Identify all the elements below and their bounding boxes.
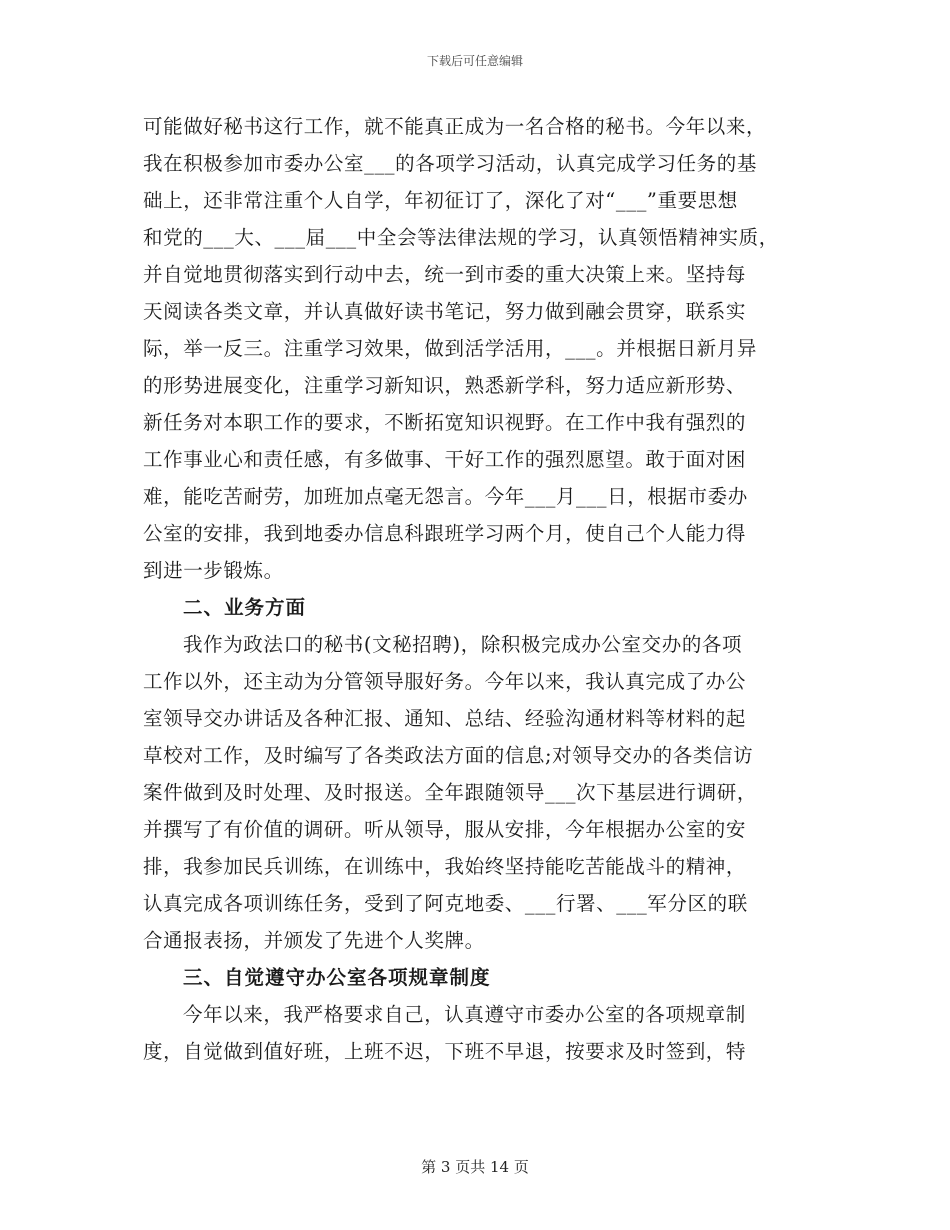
body-line: 工作事业心和责任感，有多做事、干好工作的强烈愿望。敢于面对困: [143, 448, 747, 471]
body-line: 天阅读各类文章，并认真做好读书笔记，努力做到融会贯穿，联系实: [143, 300, 747, 323]
body-line: 难，能吃苦耐劳，加班加点毫无怨言。今年___月___日，根据市委办: [143, 485, 748, 508]
body-line: 室领导交办讲话及各种汇报、通知、总结、经验沟通材料等材料的起: [143, 707, 747, 730]
body-line: 草校对工作，及时编写了各类政法方面的信息;对领导交办的各类信访: [143, 744, 754, 767]
body-line: 可能做好秘书这行工作，就不能真正成为一名合格的秘书。今年以来，: [143, 115, 767, 138]
body-line: 认真完成各项训练任务，受到了阿克地委、___行署、___军分区的联: [143, 892, 748, 915]
section-heading-business: 二、业务方面: [183, 596, 307, 619]
body-line: 度，自觉做到值好班，上班不迟，下班不早退，按要求及时签到，特: [143, 1040, 747, 1063]
page-footer: 第 3 页共 14 页: [421, 1158, 529, 1176]
body-line: 案件做到及时处理、及时报送。全年跟随领导___次下基层进行调研，: [143, 781, 757, 804]
body-line: 到进一步锻炼。: [143, 559, 284, 582]
body-line: 并自觉地贯彻落实到行动中去，统一到市委的重大决策上来。坚持每: [143, 263, 747, 286]
body-line: 的形势进展变化，注重学习新知识，熟悉新学科，努力适应新形势、: [143, 374, 747, 397]
body-line: 新任务对本职工作的要求，不断拓宽知识视野。在工作中我有强烈的: [143, 411, 747, 434]
body-line: 础上，还非常注重个人自学，年初征订了，深化了对“___”重要思想: [143, 189, 738, 212]
body-line: 际，举一反三。注重学习效果，做到活学活用，___。并根据日新月异: [143, 337, 757, 360]
section-heading-rules: 三、自觉遵守办公室各项规章制度: [183, 966, 491, 989]
body-line: 今年以来，我严格要求自己，认真遵守市委办公室的各项规章制: [183, 1003, 746, 1026]
body-line: 我在积极参加市委办公室___的各项学习活动，认真完成学习任务的基: [143, 152, 757, 175]
document-body: [143, 108, 823, 1070]
body-line: 排，我参加民兵训练，在训练中，我始终坚持能吃苦能战斗的精神，: [143, 855, 747, 878]
body-line: 我作为政法口的秘书(文秘招聘)，除积极完成办公室交办的各项: [183, 633, 743, 656]
page-header: 下载后可任意编辑: [426, 54, 523, 68]
body-line: 合通报表扬，并颁发了先进个人奖牌。: [143, 929, 485, 952]
body-line: 并撰写了有价值的调研。听从领导，服从安排，今年根据办公室的安: [143, 818, 747, 841]
body-line: 和党的___大、___届___中全会等法律法规的学习，认真领悟精神实质，: [143, 226, 779, 249]
body-line: 工作以外，还主动为分管领导服好务。今年以来，我认真完成了办公: [143, 670, 747, 693]
body-line: 公室的安排，我到地委办信息科跟班学习两个月，使自己个人能力得: [143, 522, 747, 545]
